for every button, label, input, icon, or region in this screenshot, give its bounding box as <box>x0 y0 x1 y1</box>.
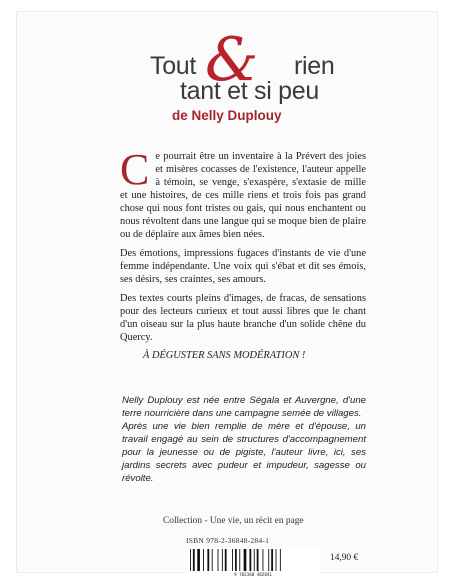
barcode-bar <box>239 549 240 571</box>
barcode-bar <box>232 549 233 571</box>
barcode-bar <box>197 549 200 571</box>
collection-label: Collection - Une vie, un récit en page <box>163 516 304 526</box>
blurb-paragraph-1-text: e pourrait être un inventaire à la Prévert des joies et misères cocasses de l'existence, l'auteur appelle à témoin, se venge, s'exaspère, s'extasie de mille et une histoires, de ces mille riens et trois fois pas grand chose qui nous font tristes ou gais, qui nous enchantent ou nous révoltent dans une langue qui se moque bien de plaire ou de déplaire aux âmes bien nées. <box>120 151 366 240</box>
barcode <box>186 547 320 577</box>
barcode-bar <box>218 549 219 571</box>
barcode-bar <box>207 549 209 571</box>
blurb <box>120 145 366 350</box>
barcode-bar <box>190 549 191 571</box>
barcode-bar <box>235 549 237 571</box>
blurb-paragraph-1 <box>120 145 366 241</box>
barcode-digits: 9 782368 482841 <box>234 572 272 577</box>
barcode-bar <box>212 549 213 571</box>
isbn-label: ISBN 978-2-36848-284-1 <box>186 536 270 545</box>
title-word-tout: Tout <box>150 52 197 80</box>
title-ampersand: & <box>205 25 259 95</box>
bio-paragraph-1: Nelly Duplouy est née entre Ségala et Auvergne, d'une terre nourricière dans une campagne semée de villages. <box>122 395 366 419</box>
barcode-bar <box>280 549 281 571</box>
title-word-rien: rien <box>294 52 335 80</box>
barcode-bar <box>254 549 255 571</box>
barcode-bar <box>257 549 259 571</box>
barcode-bar <box>268 549 269 571</box>
barcode-bar <box>276 549 277 571</box>
barcode-bar <box>203 549 204 571</box>
blurb-paragraph-2: Des émotions, impressions fugaces d'instants de vie d'une femme indépendante. Une voix qui s'ébat et dit ses émois, ses désirs, ses craintes, ses amours. <box>120 248 366 285</box>
drop-cap: C <box>120 145 150 194</box>
bio-paragraph-2: Après une vie bien remplie de mère et d'épouse, un travail engagé au sein de structures d'accompagnement pour la jeunesse ou de pigiste, l'auteur livre, ici, ses jardins secrets avec pudeur et impudeur, sagesse ou révolte. <box>122 421 366 484</box>
blurb-paragraph-3: Des textes courts pleins d'images, de fracas, de sensations pour des lecteurs curieux et tout aussi libres que le chant d'un oiseau sur la plus haute branche d'un solide chêne du Quercy. <box>120 293 366 343</box>
barcode-bar <box>271 549 273 571</box>
barcode-bar <box>263 549 264 571</box>
author-line: de Nelly Duplouy <box>172 108 282 123</box>
author-bio <box>122 394 366 485</box>
price-label: 14,90 € <box>330 553 359 563</box>
barcode-bar <box>225 549 227 571</box>
barcode-bar <box>244 549 247 571</box>
barcode-bar <box>249 549 251 571</box>
barcode-bar <box>222 549 223 571</box>
tagline: À DÉGUSTER SANS MODÉRATION ! <box>143 350 306 361</box>
title-line-2: tant et si peu <box>180 77 319 105</box>
book-back-cover <box>17 12 437 577</box>
barcode-bar <box>193 549 195 571</box>
